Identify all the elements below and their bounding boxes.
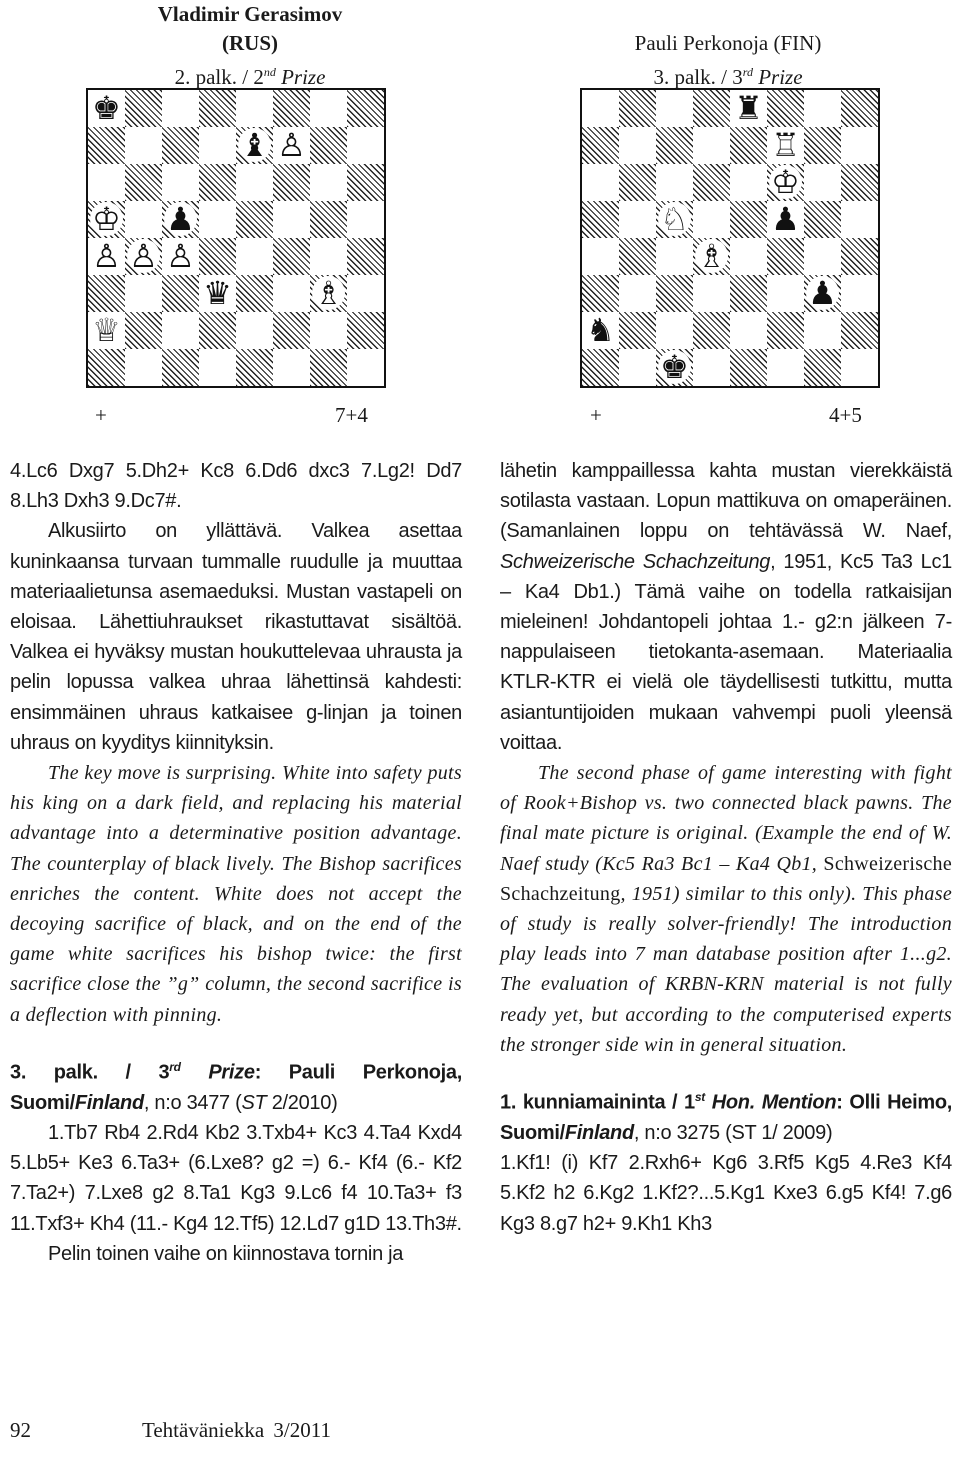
chess-piece-a8 [88,90,125,127]
square-c2 [656,312,693,349]
square-e2 [730,312,767,349]
square-d8 [693,90,730,127]
square-g4 [804,238,841,275]
square-c7 [162,127,199,164]
square-g6 [310,164,347,201]
square-d3 [693,275,730,312]
square-b7 [619,127,656,164]
square-a7 [582,127,619,164]
square-g5 [804,201,841,238]
chess-piece-f6 [767,164,804,201]
diagram-2-author: Pauli Perkonoja (FIN) [634,31,822,55]
piece-glyph: ♘ [658,202,691,236]
square-f2 [273,312,310,349]
diagram-1-stipulation: + [95,403,107,427]
square-d7 [199,127,236,164]
chess-piece-d4 [693,238,730,275]
square-d5 [693,201,730,238]
page-footer [10,1418,331,1443]
piece-glyph: ♔ [769,165,802,199]
diagram-1-author: Vladimir Gerasimov [157,2,343,26]
diagram-2-stipulation: + [590,403,602,427]
square-c8 [162,90,199,127]
comment-english: The key move is surprising. White into safety puts his king on a dark field, and replacing his material advantage into a determinative position advantage. The counterplay of black lively. The Bishop sacrifices enriches the content. White does not accept the decoying sacrifice of black, and on the end of the game white sacrifices his bishop twice: the first sacrifice close the ”g” column, the second sacrifice is a deflection with pinning. [10,762,462,1026]
chess-piece-d3 [199,275,236,312]
square-d6 [199,164,236,201]
square-a5 [582,201,619,238]
page-number: 92 [10,1418,31,1442]
right-column [500,456,952,1239]
chess-piece-b4 [125,238,162,275]
square-e8 [236,90,273,127]
square-g2 [310,312,347,349]
square-f4 [767,238,804,275]
square-e1 [730,349,767,386]
chess-piece-a4 [88,238,125,275]
square-e4 [730,238,767,275]
chess-piece-c1 [656,349,693,386]
square-c6 [162,164,199,201]
square-e6 [730,164,767,201]
square-b5 [125,201,162,238]
chess-diagram-2 [580,88,880,388]
square-b3 [619,275,656,312]
square-g1 [804,349,841,386]
square-d5 [199,201,236,238]
piece-glyph: ♞ [584,313,617,347]
square-a6 [88,164,125,201]
square-h1 [347,349,384,386]
square-d4 [199,238,236,275]
comment-2-english: The second phase of game interesting with fight of Rook+Bishop vs. two connected black pawns. The final mate picture is original. (Example the end of W. Naef study (Kc5 Ra3 Bc1 – Ka4 Qb1, Schweizerische Schachzeitung, 1951) similar to this only). This phase of study is really solver-friendly! The introduction play leads into 7 man database position after 1...g2. The evaluation of KRBN-KRN material is not fully ready yet, but according to the computerised experts the stronger side win in general situation. [500,762,952,1056]
square-d6 [693,164,730,201]
square-d8 [199,90,236,127]
chess-piece-c5 [162,201,199,238]
chess-piece-a2 [582,312,619,349]
piece-glyph: ♝ [238,128,271,162]
square-g1 [310,349,347,386]
piece-glyph: ♟ [806,276,839,310]
piece-glyph: ♙ [90,239,123,273]
chess-piece-e7 [236,127,273,164]
square-b2 [125,312,162,349]
left-column [10,456,462,1269]
square-f8 [767,90,804,127]
chess-piece-a5 [88,201,125,238]
square-b1 [619,349,656,386]
square-b1 [125,349,162,386]
square-c2 [162,312,199,349]
chess-piece-c5 [656,201,693,238]
square-c8 [656,90,693,127]
square-h3 [347,275,384,312]
square-h3 [841,275,878,312]
piece-glyph: ♚ [658,350,691,384]
solution-2-text: 1.Tb7 Rb4 2.Rd4 Kb2 3.Txb4+ Kc3 4.Ta4 Kxd4 5.Lb5+ Ke3 6.Ta3+ (6.Lxe8? g2 =) 6.- Kf4 (6.- Kf2 7.Ta2+) 7.Lxe8 g2 8.Ta1 Kg3 9.Lc6 f4 10.Ta3+ f3 11.Txf3+ Kh4 (11.- Kg4 12.Tf5) 12.Ld7 g1D 13.Th3#. [10,1121,462,1235]
solution-text: 4.Lc6 Dxg7 5.Dh2+ Kc8 6.Dd6 dxc3 7.Lg2! Dd7 8.Lh3 Dxh3 9.Dc7#. [10,460,462,513]
comment-2-start: Pelin toinen vaihe on kiinnostava tornin ja [48,1242,404,1265]
square-h5 [347,201,384,238]
piece-glyph: ♖ [769,128,802,162]
square-f1 [767,349,804,386]
square-f5 [273,201,310,238]
square-d1 [199,349,236,386]
square-h8 [841,90,878,127]
chess-piece-e8 [730,90,767,127]
square-f1 [273,349,310,386]
diagram-2-prize: 3. palk. / 3rd Prize [653,65,803,89]
square-f3 [767,275,804,312]
square-e3 [730,275,767,312]
square-f4 [273,238,310,275]
square-h5 [841,201,878,238]
chess-piece-a2 [88,312,125,349]
chess-piece-c4 [162,238,199,275]
square-c7 [656,127,693,164]
square-h2 [347,312,384,349]
square-b8 [619,90,656,127]
chess-piece-g3 [804,275,841,312]
square-a3 [88,275,125,312]
square-a1 [88,349,125,386]
square-e5 [730,201,767,238]
square-b8 [125,90,162,127]
square-g6 [804,164,841,201]
square-g2 [804,312,841,349]
square-e4 [236,238,273,275]
piece-glyph: ♟ [769,202,802,236]
square-c1 [162,349,199,386]
square-h7 [841,127,878,164]
solution-3-text: 1.Kf1! (i) Kf7 2.Rxh6+ Kg6 3.Rf5 Kg5 4.Re3 Kf4 5.Kf2 h2 6.Kg2 1.Kf2?...5.Kg1 Kxe3 6.g5 Kf4! 7.g6 Kg3 8.g7 h2+ 9.Kh1 Kh3 [500,1152,952,1235]
diagram-2-heading [558,29,898,92]
square-b7 [125,127,162,164]
square-a8 [582,90,619,127]
diagram-1-heading [80,0,420,92]
square-e7 [730,127,767,164]
square-e3 [236,275,273,312]
chess-piece-f5 [767,201,804,238]
square-g8 [310,90,347,127]
magazine-name: Tehtäväniekka 3/2011 [142,1418,331,1442]
square-h8 [347,90,384,127]
square-g7 [804,127,841,164]
square-c6 [656,164,693,201]
square-a1 [582,349,619,386]
square-h4 [841,238,878,275]
square-b4 [619,238,656,275]
square-g8 [804,90,841,127]
piece-glyph: ♙ [275,128,308,162]
piece-glyph: ♙ [127,239,160,273]
diagram-1-country: (RUS) [222,31,278,55]
piece-glyph: ♙ [164,239,197,273]
mention-heading: 1. kunniamaininta / 1st Hon. Mention: Olli Heimo, Suomi/Finland, n:o 3275 (ST 1/ 2009) [500,1090,953,1144]
diagram-2-piece-count: 4+5 [829,403,862,427]
square-h2 [841,312,878,349]
square-b6 [125,164,162,201]
square-a3 [582,275,619,312]
chess-diagram-1 [86,88,386,388]
piece-glyph: ♗ [312,276,345,310]
square-h6 [347,164,384,201]
square-h6 [841,164,878,201]
square-g5 [310,201,347,238]
square-a7 [88,127,125,164]
chess-piece-f7 [273,127,310,164]
award-heading: 3. palk. / 3rd Prize: Pauli Perkonoja, Suomi/Finland, n:o 3477 (ST 2/2010) [10,1059,462,1114]
square-h7 [347,127,384,164]
comment-finnish: Alkusiirto on yllättävä. Valkea asettaa kuninkaansa turvaan tummalle ruudulle ja muuttaa materiaalietunsa asemaeduksi. Mustan vastapeli on eloisaa. Lähettiuhraukset rikastuttavat sisältöä. Valkea ei hyväksy mustan houkuttelevaa uhrausta ja pelin lopussa valkea uhraa lähettinsä kahdesti: ensimmäinen uhraus katkaisee g-linjan ja toinen uhraus on kyyditys kiinnityksin. [10,520,462,754]
piece-glyph: ♕ [90,313,123,347]
piece-glyph: ♗ [695,239,728,273]
diagram-1-prize: 2. palk. / 2nd Prize [174,65,326,89]
square-b2 [619,312,656,349]
square-b5 [619,201,656,238]
square-e6 [236,164,273,201]
square-g4 [310,238,347,275]
square-a4 [582,238,619,275]
square-d7 [693,127,730,164]
square-b6 [619,164,656,201]
square-e5 [236,201,273,238]
square-e1 [236,349,273,386]
piece-glyph: ♟ [164,202,197,236]
square-e2 [236,312,273,349]
square-c4 [656,238,693,275]
square-f6 [273,164,310,201]
chess-piece-f7 [767,127,804,164]
square-d2 [693,312,730,349]
square-f8 [273,90,310,127]
square-d2 [199,312,236,349]
square-c3 [162,275,199,312]
square-f3 [273,275,310,312]
comment-2-finnish: lähetin kamppaillessa kahta mustan vierekkäistä sotilasta vastaan. Lopun mattikuva on omaperäinen.(Samanlainen loppu on tehtävässä W. Naef, Schweizerische Schachzeitung, 1951, Kc5 Ta3 Lc1 – Ka4 Db1.) Tämä vaihe on todella ratkaisijan mieleinen! Johdantopeli johtaa 1.- g2:n jälkeen 7-nappulaiseen tietokanta-asemaan. Materiaalia KTLR-KTR ei vielä ole täydellisesti tutkittu, mutta asiantuntijoiden mukaan vahvempi puoli yleensä voittaa. [500,460,952,754]
square-b3 [125,275,162,312]
square-a6 [582,164,619,201]
square-d1 [693,349,730,386]
piece-glyph: ♚ [90,91,123,125]
diagram-1-piece-count: 7+4 [335,403,368,427]
chess-piece-g3 [310,275,347,312]
square-h1 [841,349,878,386]
square-h4 [347,238,384,275]
piece-glyph: ♜ [732,91,765,125]
square-f2 [767,312,804,349]
piece-glyph: ♛ [201,276,234,310]
square-c3 [656,275,693,312]
piece-glyph: ♔ [90,202,123,236]
square-g7 [310,127,347,164]
